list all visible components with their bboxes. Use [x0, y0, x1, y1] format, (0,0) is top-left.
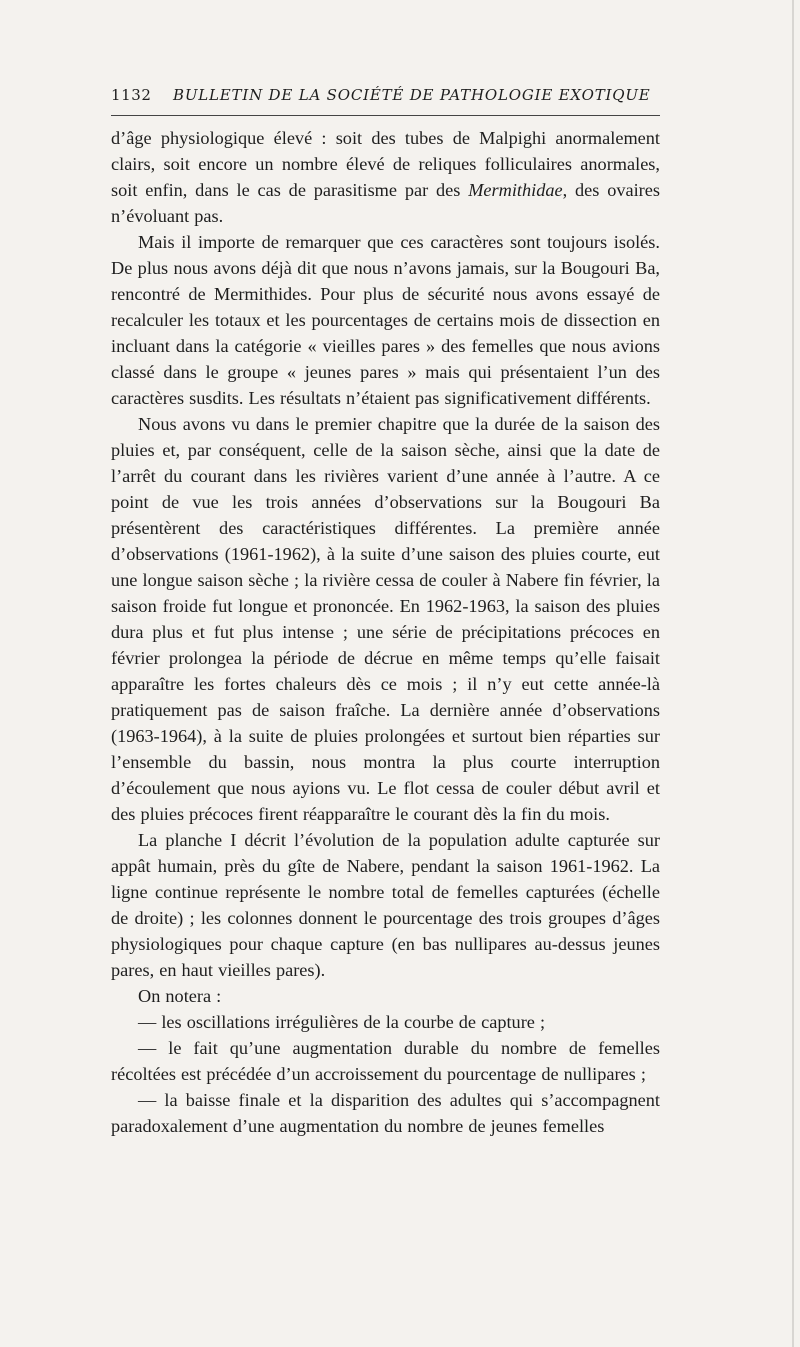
paragraph-1 — [111, 125, 660, 229]
paragraph-1-text: d’âge physiologique élevé : soit des tubes de Malpighi anormalement clairs, soit encore un nombre élevé de reliques folliculaires anormales, soit enfin, dans le cas de parasitisme par des — [111, 128, 660, 200]
body-text — [111, 125, 660, 1139]
page-edge-shadow — [792, 0, 794, 1347]
journal-title: BULLETIN DE LA SOCIÉTÉ DE PATHOLOGIE EXOTIQUE — [173, 86, 651, 104]
paragraph-3: Nous avons vu dans le premier chapitre que la durée de la saison des pluies et, par conséquent, celle de la saison sèche, ainsi que la date de l’arrêt du courant dans les rivières varient d’une année à l’autre. A ce point de vue les trois années d’observations sur la Bougouri Ba présentèrent des caractéristiques différentes. La première année d’observations (1961-1962), à la suite d’une saison des pluies courte, eut une longue saison sèche ; la rivière cessa de couler à Nabere fin février, la saison froide fut longue et prononcée. En 1962-1963, la saison des pluies dura plus et fut plus intense ; une série de précipitations précoces en février prolongea la période de décrue en même temps qu’elle faisait apparaître les fortes chaleurs dès ce mois ; il n’y eut cette année-là pratiquement pas de saison fraîche. La dernière année d’observations (1963-1964), à la suite de pluies prolongées et surtout bien réparties sur l’ensemble du bassin, nous montra la plus courte interruption d’écoulement que nous ayions vu. Le flot cessa de couler début avril et des pluies précoces firent réapparaître le courant dès la fin du mois. — [111, 414, 660, 824]
list-item-2: — le fait qu’une augmentation durable du nombre de femelles récoltées est précédée d’un accroissement du pourcentage de nullipares ; — [111, 1038, 660, 1084]
page-number: 1132 — [111, 86, 152, 104]
taxon-name: Mermithidae — [468, 180, 563, 200]
header-rule — [111, 115, 660, 116]
list-item-1: — les oscillations irrégulières de la courbe de capture ; — [138, 1012, 546, 1032]
running-head — [111, 86, 660, 110]
list-item-3: — la baisse finale et la disparition des adultes qui s’accompagnent paradoxalement d’une augmentation du nombre de jeunes femelles — [111, 1090, 660, 1136]
paragraph-2: Mais il importe de remarquer que ces caractères sont toujours isolés. De plus nous avons déjà dit que nous n’avons jamais, sur la Bougouri Ba, rencontré de Mermithides. Pour plus de sécurité nous avons essayé de recalculer les totaux et les pourcentages de certains mois de dissection en incluant dans la catégorie « vieilles pares » des femelles que nous avions classé dans le groupe « jeunes pares » mais qui présentaient l’un des caractères susdits. Les résultats n’étaient pas significativement différents. — [111, 232, 660, 408]
paragraph-5: On notera : — [138, 986, 222, 1006]
paragraph-4: La planche I décrit l’évolution de la population adulte capturée sur appât humain, près du gîte de Nabere, pendant la saison 1961-1962. La ligne continue représente le nombre total de femelles capturées (échelle de droite) ; les colonnes donnent le pourcentage des trois groupes d’âges physiologiques pour chaque capture (en bas nullipares au-dessus jeunes pares, en haut vieilles pares). — [111, 830, 660, 980]
paragraph-1-end: , des ovaires n’évoluant pas. — [111, 180, 660, 226]
